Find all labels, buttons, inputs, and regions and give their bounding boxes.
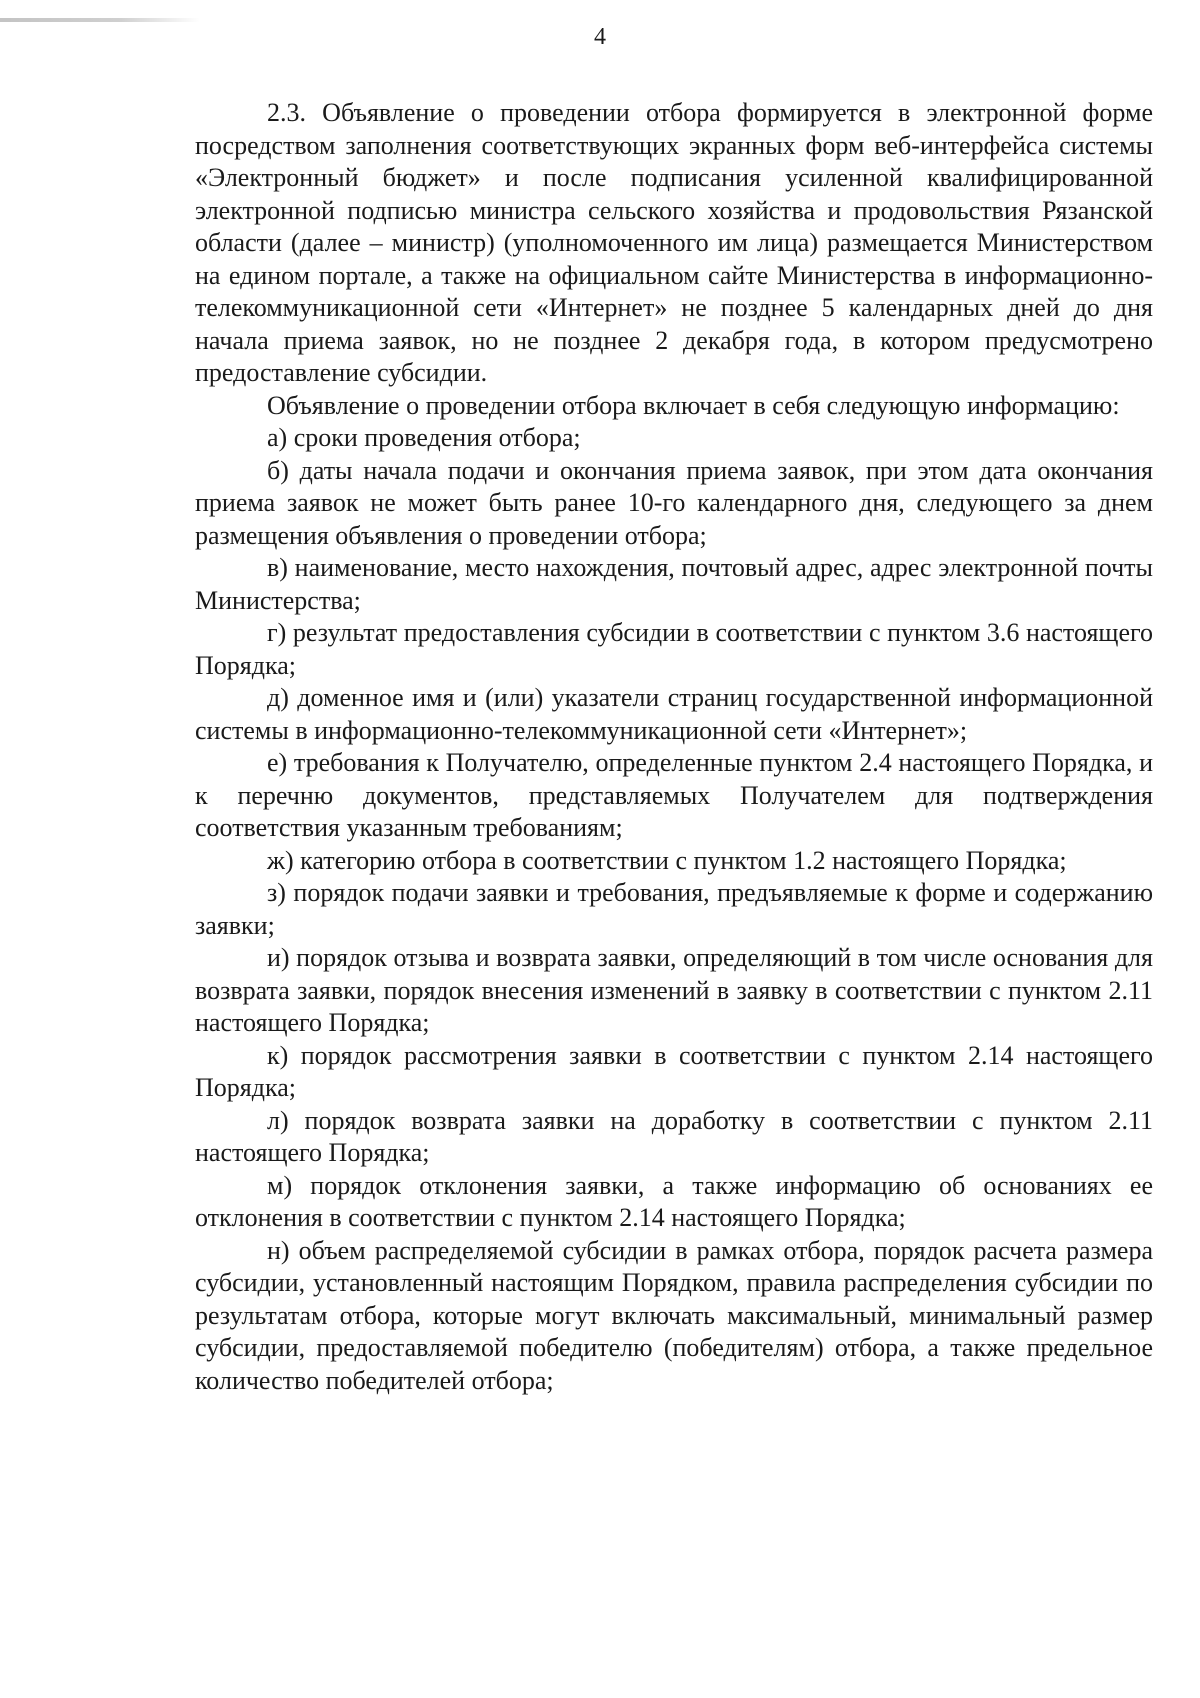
list-item-v: в) наименование, место нахождения, почтовый адрес, адрес электронной почты Министерства;	[195, 553, 1153, 615]
document-body	[195, 97, 1153, 1397]
scan-artifact	[0, 18, 200, 22]
list-item-i: и) порядок отзыва и возврата заявки, определяющий в том числе основания для возврата заявки, порядок внесения изменений в заявку в соответствии с пунктом 2.11 настоящего Порядка;	[195, 943, 1153, 1037]
page-number: 4	[594, 24, 606, 50]
list-item-k: к) порядок рассмотрения заявки в соответствии с пунктом 2.14 настоящего Порядка;	[195, 1040, 1153, 1102]
list-item-d: д) доменное имя и (или) указатели страниц государственной информационной системы в информационно-телекоммуникационной сети «Интернет»;	[195, 683, 1153, 745]
list-item-z: з) порядок подачи заявки и требования, предъявляемые к форме и содержанию заявки;	[195, 878, 1153, 940]
list-item-l: л) порядок возврата заявки на доработку в соответствии с пунктом 2.11 настоящего Порядка;	[195, 1105, 1153, 1167]
list-item-e: е) требования к Получателю, определенные пунктом 2.4 настоящего Порядка, и к перечню документов, представляемых Получателем для подтверждения соответствия указанным требованиям;	[195, 748, 1153, 842]
list-item-b: б) даты начала подачи и окончания приема заявок, при этом дата окончания приема заявок не может быть ранее 10-го календарного дня, следующего за днем размещения объявления о проведении отбора;	[195, 455, 1153, 550]
list-item-zh: ж) категорию отбора в соответствии с пунктом 1.2 настоящего Порядка;	[267, 845, 1067, 875]
list-item-m: м) порядок отклонения заявки, а также информацию об основаниях ее отклонения в соответствии с пунктом 2.14 настоящего Порядка;	[195, 1170, 1153, 1232]
list-item-g: г) результат предоставления субсидии в соответствии с пунктом 3.6 настоящего Порядка;	[195, 618, 1153, 680]
list-item-n: н) объем распределяемой субсидии в рамках отбора, порядок расчета размера субсидии, установленный настоящим Порядком, правила распределения субсидии по результатам отбора, которые могут включать максимальный, минимальный размер субсидии, предоставляемой победителю (победителям) отбора, а также предельное количество победителей отбора;	[195, 1235, 1153, 1395]
list-item-a: а) сроки проведения отбора;	[267, 423, 581, 452]
paragraph-2-3: 2.3. Объявление о проведении отбора формируется в электронной форме посредством заполнения соответствующих экранных форм веб-интерфейса системы «Электронный бюджет» и после подписания усиленной квалифицированной электронной подписью министра сельского хозяйства и продовольствия Рязанской области (далее – министр) (уполномоченного им лица) размещается Министерством на едином портале, а также на официальном сайте Министерства в информационно-телекоммуникационной сети «Интернет» не позднее 5 календарных дней до дня начала приема заявок, но не позднее 2 декабря года, в котором предусмотрено предоставление субсидии.	[195, 98, 1153, 387]
paragraph-intro-list: Объявление о проведении отбора включает в себя следующую информацию:	[267, 390, 1120, 420]
